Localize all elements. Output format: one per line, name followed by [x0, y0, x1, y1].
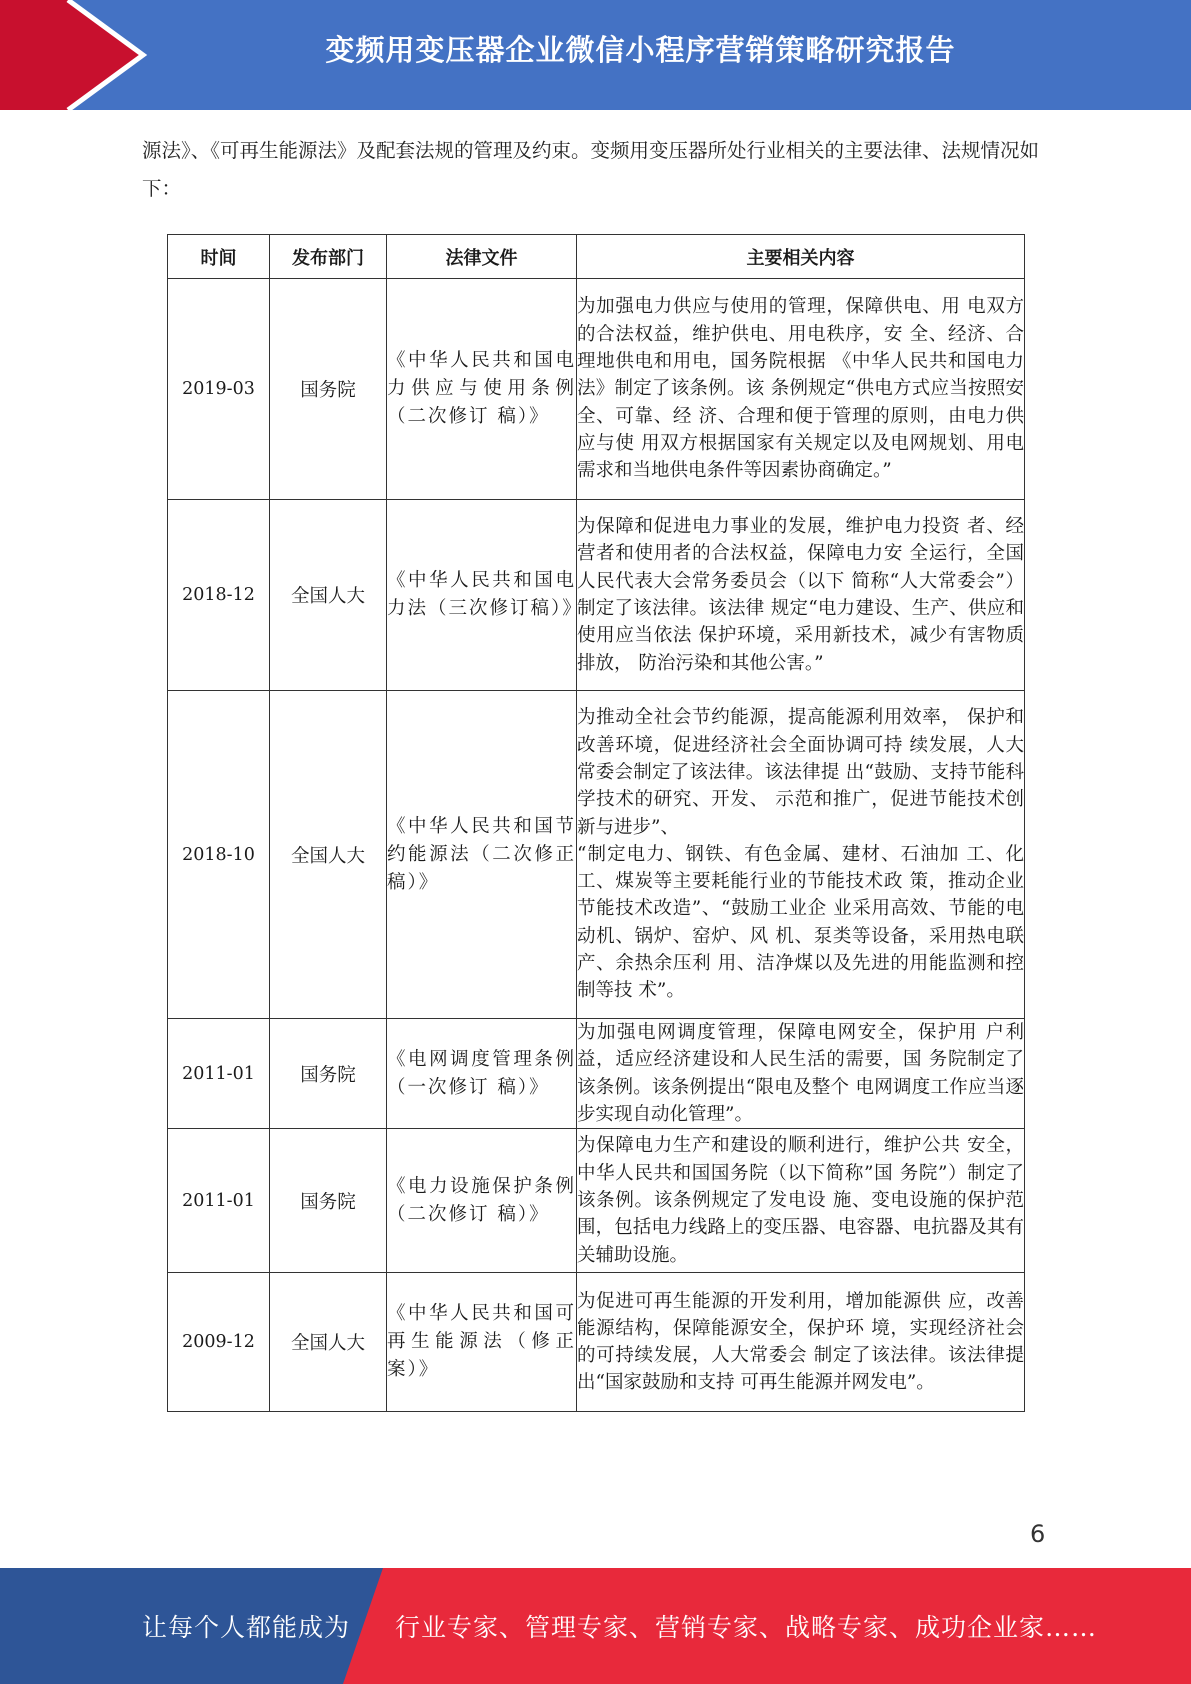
cell-content: 为加强电网调度管理，保障电网安全，保护用 户利益，适应经济建设和人民生活的需要，国 务院制定了该条例。该条例提出“限电及整个 电网调度工作应当逐步实现自动化管理”。 — [577, 1019, 1025, 1129]
column-header-content: 主要相关内容 — [577, 235, 1025, 279]
cell-file: 《电力设施保护条例（二次修订 稿）》 — [387, 1129, 577, 1273]
cell-content-part1: 为推动全社会节约能源，提高能源利用效率， 保护和改善环境，促进经济社会全面协调可持 续发展，人大常委会制定了该法律。该法律提 出“鼓励、支持节能科学技术的研究、开发、 示范和推广，促进节能技术创新与进步”、 — [577, 707, 1024, 838]
report-title: 变频用变压器企业微信小程序营销策略研究报告 — [325, 33, 956, 67]
cell-content: 为促进可再生能源的开发利用，增加能源供 应，改善能源结构，保障能源安全，保护环 境，实现经济社会的可持续发展，人大常委会 制定了该法律。该法律提出“国家鼓励和支持 可再生能源并网发电”。 — [577, 1273, 1025, 1412]
cell-content: 为加强电力供应与使用的管理，保障供电、用 电双方的合法权益，维护供电、用电秩序，安 全、经济、合理地供电和用电，国务院根据 《中华人民共和国电力法》制定了该条例。该 条例规定“供电方式应当按照安全、可靠、经 济、合理和便于管理的原则，由电力供应与使 用双方根据国家有关规定以及电网规划、用电 需求和当地供电条件等因素协商确定。” — [577, 279, 1025, 500]
table-row — [168, 691, 1025, 1019]
cell-file: 《电网调度管理条例（一次修订 稿）》 — [387, 1019, 577, 1129]
page-header — [0, 0, 1191, 110]
cell-date: 2011-01 — [168, 1129, 270, 1273]
cell-dept: 全国人大 — [270, 1273, 387, 1412]
table-row — [168, 279, 1025, 500]
cell-content-part2: “制定电力、钢铁、有色金属、建材、石油加 工、化工、煤炭等主要耗能行业的节能技术政 策，推动企业节能技术改造”、“鼓励工业企 业采用高效、节能的电动机、锅炉、窑炉、风 机、泵类等设备，采用热电联产、余热余压利 用、洁净煤以及先进的用能监测和控制等技 术”。 — [577, 843, 1024, 1002]
cell-date: 2018-10 — [168, 691, 270, 1019]
cell-file: 《中华人民共和国电力法（三次修订稿）》 — [387, 500, 577, 691]
intro-paragraph: 源法》、《可再生能源法》及配套法规的管理及约束。变频用变压器所处行业相关的主要法律、法规情况如下： — [142, 139, 1040, 200]
table-row — [168, 1019, 1025, 1129]
cell-content — [577, 691, 1025, 1019]
cell-file: 《中华人民共和国电力供应与使用条例（二次修订 稿）》 — [387, 279, 577, 500]
table-row — [168, 1129, 1025, 1273]
table-row — [168, 500, 1025, 691]
cell-dept: 全国人大 — [270, 500, 387, 691]
cell-dept: 国务院 — [270, 1019, 387, 1129]
cell-date: 2011-01 — [168, 1019, 270, 1129]
cell-content: 为保障电力生产和建设的顺利进行，维护公共 安全，中华人民共和国国务院（以下简称”国 务院”）制定了该条例。该条例规定了发电设 施、变电设施的保护范围，包括电力线路上的变压器、电容器、电抗器及其有关辅助设施。 — [577, 1129, 1025, 1273]
cell-file: 《中华人民共和国节约能源法（二次修正稿）》 — [387, 691, 577, 1019]
cell-file: 《中华人民共和国可再生能源法（修正案）》 — [387, 1273, 577, 1412]
cell-dept: 国务院 — [270, 1129, 387, 1273]
footer-slogan-right: 行业专家、管理专家、营销专家、战略专家、成功企业家…… — [395, 1613, 1098, 1642]
column-header-date: 时间 — [168, 235, 270, 279]
cell-date: 2009-12 — [168, 1273, 270, 1412]
cell-date: 2018-12 — [168, 500, 270, 691]
table-header-row — [168, 235, 1025, 279]
footer-slogan-left: 让每个人都能成为 — [142, 1613, 351, 1642]
table-row — [168, 1273, 1025, 1412]
page-footer — [0, 1568, 1191, 1684]
cell-date: 2019-03 — [168, 279, 270, 500]
laws-table — [167, 234, 1025, 1412]
cell-dept: 国务院 — [270, 279, 387, 500]
cell-dept: 全国人大 — [270, 691, 387, 1019]
column-header-file: 法律文件 — [387, 235, 577, 279]
column-header-dept: 发布部门 — [270, 235, 387, 279]
page-number: 6 — [1030, 1520, 1046, 1548]
cell-content: 为保障和促进电力事业的发展，维护电力投资 者、经营者和使用者的合法权益，保障电力安 全运行，全国人民代表大会常务委员会（以下 简称“人大常委会”）制定了该法律。该法律 规定“电力建设、生产、供应和使用应当依法 保护环境，采用新技术，减少有害物质排放， 防治污染和其他公害。” — [577, 500, 1025, 691]
